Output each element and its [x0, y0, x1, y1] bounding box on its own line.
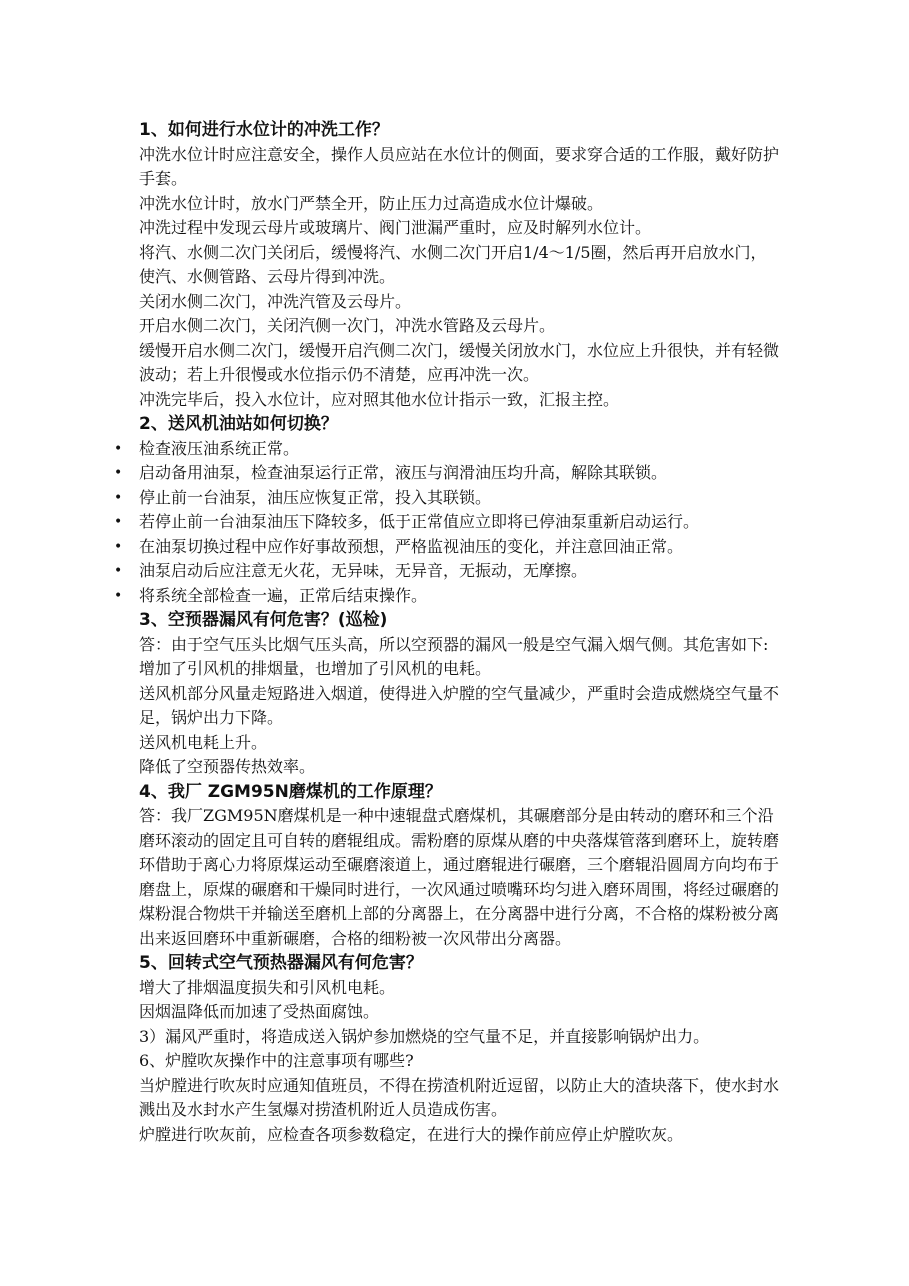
section-1-paragraph-6: 开启水侧二次门，关闭汽侧一次门，冲洗水管路及云母片。	[139, 316, 556, 335]
list-item: • 检查液压油系统正常。	[139, 437, 779, 462]
section-3-heading: 3、空预器漏风有何危害？(巡检)	[139, 610, 388, 630]
section-5-paragraph-3: 3）漏风严重时，将造成送入锅炉参加燃烧的空气量不足，并直接影响锅炉出力。	[139, 1026, 710, 1046]
section-1-paragraph-5: 关闭水侧二次门，冲洗汽管及云母片。	[139, 291, 412, 311]
section-2-bullet-list	[139, 437, 779, 609]
section-6-paragraph-2: 炉膛进行吹灰前，应检查各项参数稳定，在进行大的操作前应停止炉膛吹灰。	[139, 1124, 684, 1144]
section-5-paragraph-1: 增大了排烟温度损失和引风机电耗。	[139, 977, 396, 997]
document-page	[139, 118, 779, 1147]
section-1-paragraph-3: 冲洗过程中发现云母片或玻璃片、阀门泄漏严重时，应及时解列水位计。	[139, 218, 652, 237]
list-item: • 停止前一台油泵，油压应恢复正常，投入其联锁。	[139, 486, 779, 511]
list-item: • 若停止前一台油泵油压下降较多，低于正常值应立即将已停油泵重新启动运行。	[139, 510, 779, 535]
section-1-paragraph-1: 冲洗水位计时应注意安全，操作人员应站在水位计的侧面，要求穿合适的工作服，戴好防护手套。	[139, 144, 780, 188]
list-item: • 在油泵切换过程中应作好事故预想，严格监视油压的变化，并注意回油正常。	[139, 535, 779, 560]
section-6-paragraph-1: 当炉膛进行吹灰时应通知值班员，不得在捞渣机附近逗留，以防止大的渣块落下，使水封水溅出及水封水产生氢爆对捞渣机附近人员造成伤害。	[139, 1075, 780, 1119]
section-3-paragraph-5: 降低了空预器传热效率。	[139, 757, 316, 776]
section-3-paragraph-4: 送风机电耗上升。	[139, 732, 268, 752]
list-item: • 油泵启动后应注意无火花，无异味，无异音，无振动，无摩擦。	[139, 559, 779, 584]
section-1-heading: 1、如何进行水位计的冲洗工作？	[139, 120, 389, 140]
section-3-paragraph-3: 送风机部分风量走短路进入烟道，使得进入炉膛的空气量减少，严重时会造成燃烧空气量不足，锅炉出力下降。	[139, 683, 780, 727]
list-item: • 将系统全部检查一遍，正常后结束操作。	[139, 584, 779, 609]
section-5-heading: 5、回转式空气预热器漏风有何危害？	[139, 953, 423, 973]
section-1-paragraph-7: 缓慢开启水侧二次门，缓慢开启汽侧二次门，缓慢关闭放水门，水位应上升很快，并有轻微波动；若上升很慢或水位指示仍不清楚，应再冲洗一次。	[139, 340, 780, 384]
section-3-paragraph-2: 增加了引风机的排烟量，也增加了引风机的电耗。	[139, 659, 492, 678]
section-2-heading: 2、送风机油站如何切换？	[139, 414, 338, 434]
section-1-paragraph-8: 冲洗完毕后，投入水位计，应对照其他水位计指示一致，汇报主控。	[139, 389, 620, 409]
section-1-paragraph-4: 将汽、水侧二次门关闭后，缓慢将汽、水侧二次门开启1/4～1/5圈，然后再开启放水门，使汽、水侧管路、云母片得到冲洗。	[139, 242, 767, 286]
section-3-paragraph-1: 答：由于空气压头比烟气压头高，所以空预器的漏风一般是空气漏入烟气侧。其危害如下:	[139, 634, 769, 654]
section-5-paragraph-2: 因烟温降低而加速了受热面腐蚀。	[139, 1002, 380, 1021]
section-4-heading: 4、我厂 ZGM95N磨煤机的工作原理？	[139, 781, 442, 802]
section-1-paragraph-2: 冲洗水位计时，放水门严禁全开，防止压力过高造成水位计爆破。	[139, 193, 604, 213]
section-4-paragraph-1: 答：我厂ZGM95N磨煤机是一种中速辊盘式磨煤机，其碾磨部分是由转动的磨环和三个沿磨环滚动的固定且可自转的磨辊组成。需粉磨的原煤从磨的中央落煤管落到磨环上，旋转磨环借助于离心力将原煤运动至碾磨滚道上，通过磨辊进行碾磨，三个磨辊沿圆周方向均布于磨盘上，原煤的碾磨和干燥同时进行，一次风通过喷嘴环均匀进入磨环周围，将经过碾磨的煤粉混合物烘干并输送至磨机上部的分离器上，在分离器中进行分离，不合格的煤粉被分离出来返回磨环中重新碾磨，合格的细粉被一次风带出分离器。	[139, 806, 780, 948]
section-6-heading: 6、炉膛吹灰操作中的注意事项有哪些?	[139, 1051, 414, 1070]
list-item: • 启动备用油泵，检查油泵运行正常，液压与润滑油压均升高，解除其联锁。	[139, 461, 779, 486]
